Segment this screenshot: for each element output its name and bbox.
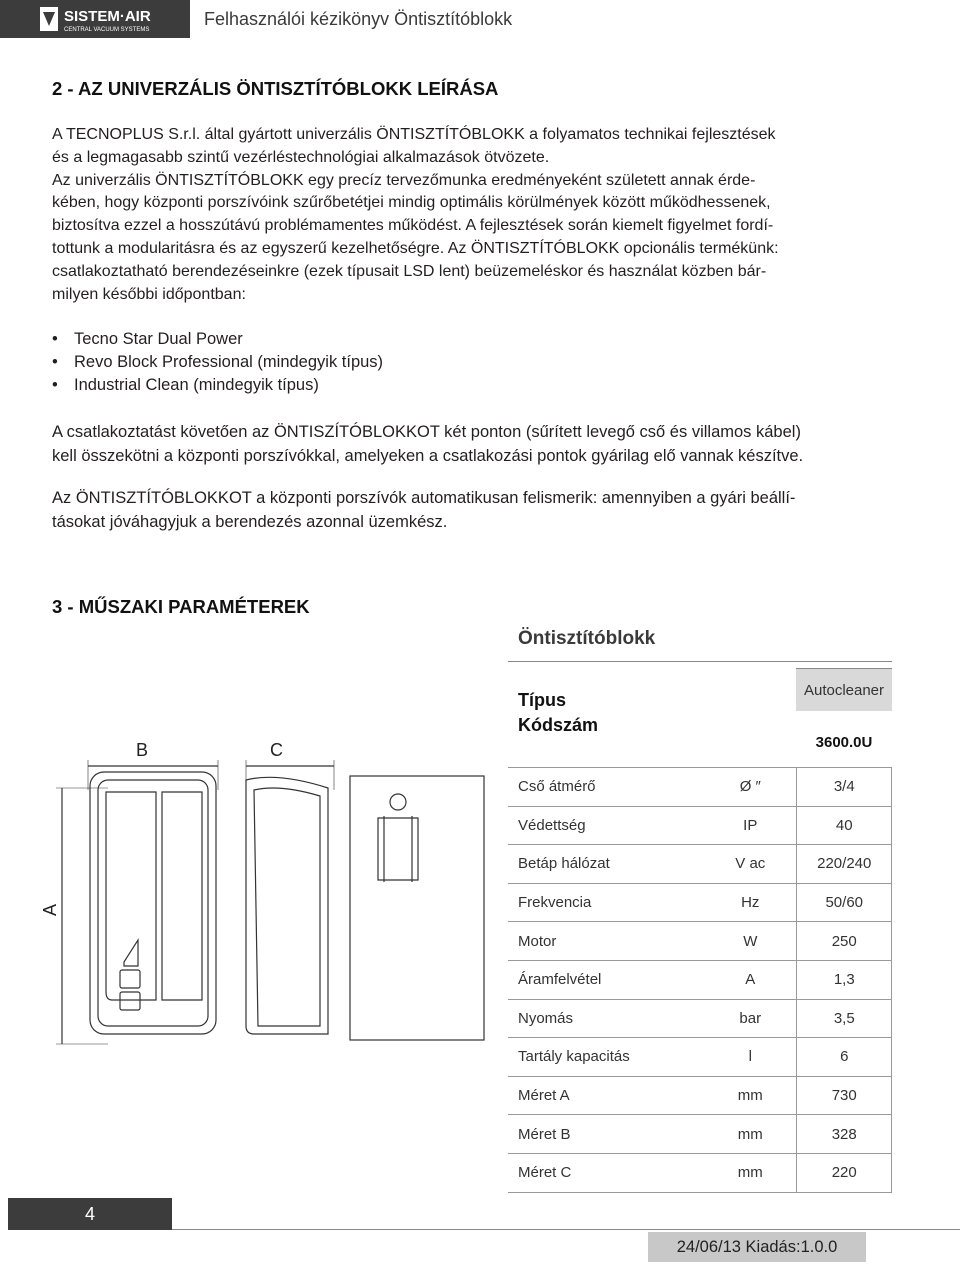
dimension-label-a: A <box>40 903 60 916</box>
text-line: tásokat jóváhagyjuk a berendezés azonnal üzemkész. <box>52 513 448 531</box>
spec-unit: bar <box>704 999 797 1038</box>
spec-name: Betáp hálózat <box>508 845 704 884</box>
section-2-paragraph-3 <box>52 486 872 534</box>
spec-unit: W <box>704 922 797 961</box>
spec-value: 1,3 <box>797 960 892 999</box>
text-line: milyen későbbi időpontban: <box>52 285 246 303</box>
sistem-air-logo <box>40 4 170 34</box>
dimension-label-c: C <box>270 740 283 760</box>
spec-name: Méret C <box>508 1153 704 1192</box>
spec-value: 6 <box>797 1038 892 1077</box>
spec-unit: IP <box>704 806 797 845</box>
spec-value: 50/60 <box>797 883 892 922</box>
spec-divider <box>508 661 892 662</box>
text-line: tottunk a modularitásra és az egyszerű kezelhetőségre. Az ÖNTISZTÍTÓBLOKK opcionális termékünk: <box>52 239 779 257</box>
spec-value: 220 <box>797 1153 892 1192</box>
spec-name: Cső átmérő <box>508 768 704 807</box>
section-2-heading: 2 - AZ UNIVERZÁLIS ÖNTISZTÍTÓBLOKK LEÍRÁSA <box>52 78 499 99</box>
spec-row <box>508 1076 892 1115</box>
text-line: Az ÖNTISZTÍTÓBLOKKOT a központi porszívók automatikusan felismerik: amennyiben a gyári beállí- <box>52 489 796 507</box>
spec-value: 3,5 <box>797 999 892 1038</box>
spec-name: Méret B <box>508 1115 704 1154</box>
edition-info: 24/06/13 Kiadás:1.0.0 <box>648 1232 866 1262</box>
spec-row <box>508 806 892 845</box>
text-line: és a legmagasabb szintű vezérléstechnológiai alkalmazások ötvözete. <box>52 148 550 166</box>
spec-value: 730 <box>797 1076 892 1115</box>
spec-row <box>508 1115 892 1154</box>
spec-value: 40 <box>797 806 892 845</box>
spec-row <box>508 1038 892 1077</box>
logo-subtext: CENTRAL VACUUM SYSTEMS <box>64 27 150 33</box>
text-line: kell összekötni a központi porszívókkal, amelyeken a csatlakozási pontok gyárilag elő vannak készítve. <box>52 447 804 465</box>
list-item: • Tecno Star Dual Power <box>52 330 243 348</box>
spec-name: Motor <box>508 922 704 961</box>
spec-unit: Ø ″ <box>704 768 797 807</box>
page-number: 4 <box>8 1198 172 1230</box>
document-title: Felhasználói kézikönyv Öntisztítóblokk <box>204 9 513 29</box>
spec-row <box>508 845 892 884</box>
spec-row <box>508 1153 892 1192</box>
spec-unit: mm <box>704 1153 797 1192</box>
text-line: biztosítva ezzel a hosszútávú problémamentes működést. A fejlesztések során kiemelt figyelmet fordí- <box>52 217 774 235</box>
compatible-products-list <box>52 328 383 397</box>
list-item: • Industrial Clean (mindegyik típus) <box>52 376 319 394</box>
section-3-heading: 3 - MŰSZAKI PARAMÉTEREK <box>52 596 310 617</box>
spec-unit: A <box>704 960 797 999</box>
spec-unit: mm <box>704 1115 797 1154</box>
list-item: • Revo Block Professional (mindegyik típus) <box>52 353 384 371</box>
technical-drawing <box>28 730 508 1060</box>
spec-unit: l <box>704 1038 797 1077</box>
text-line: A csatlakoztatást követően az ÖNTISZÍTÓBLOKKOT két ponton (sűrített levegő cső és villamos kábel) <box>52 423 801 441</box>
spec-row <box>508 999 892 1038</box>
spec-table <box>508 767 892 1193</box>
section-2-paragraph-1 <box>52 124 872 306</box>
spec-unit: mm <box>704 1076 797 1115</box>
spec-name: Védettség <box>508 806 704 845</box>
text-line: csatlakoztatható berendezéseinkre (ezek típusait LSD lent) beüzemeléskor és használat közben bár- <box>52 262 767 280</box>
spec-name: Áramfelvétel <box>508 960 704 999</box>
spec-unit: Hz <box>704 883 797 922</box>
spec-name: Nyomás <box>508 999 704 1038</box>
text-line: kében, hogy központi porszívóink szűrőbetétjei mindig optimális körülmények között működhessenek, <box>52 194 771 212</box>
spec-row <box>508 922 892 961</box>
spec-value: 328 <box>797 1115 892 1154</box>
kodszam-label: Kódszám <box>518 715 599 735</box>
tipus-label: Típus <box>518 690 566 710</box>
spec-row <box>508 883 892 922</box>
spec-column-header: Autocleaner <box>796 668 892 711</box>
spec-name: Méret A <box>508 1076 704 1115</box>
footer-rule <box>172 1229 960 1230</box>
spec-row <box>508 768 892 807</box>
spec-unit: V ac <box>704 845 797 884</box>
page-header <box>0 0 960 38</box>
text-line: A TECNOPLUS S.r.l. által gyártott univerzális ÖNTISZTÍTÓBLOKK a folyamatos technikai fejlesztések <box>52 126 776 143</box>
product-code: 3600.0U <box>815 733 873 751</box>
spec-type-labels <box>518 688 598 738</box>
spec-name: Frekvencia <box>508 883 704 922</box>
spec-name: Tartály kapacitás <box>508 1038 704 1077</box>
spec-value: 3/4 <box>797 768 892 807</box>
dimension-label-b: B <box>136 740 149 760</box>
spec-value: 220/240 <box>797 845 892 884</box>
spec-title: Öntisztítóblokk <box>518 628 656 649</box>
spec-value: 250 <box>797 922 892 961</box>
spec-row <box>508 960 892 999</box>
logo-text: SISTEM·AIR <box>64 8 151 25</box>
section-2-paragraph-2 <box>52 420 872 468</box>
text-line: Az univerzális ÖNTISZTÍTÓBLOKK egy precíz tervezőmunka eredményeként született annak érde- <box>52 171 756 189</box>
